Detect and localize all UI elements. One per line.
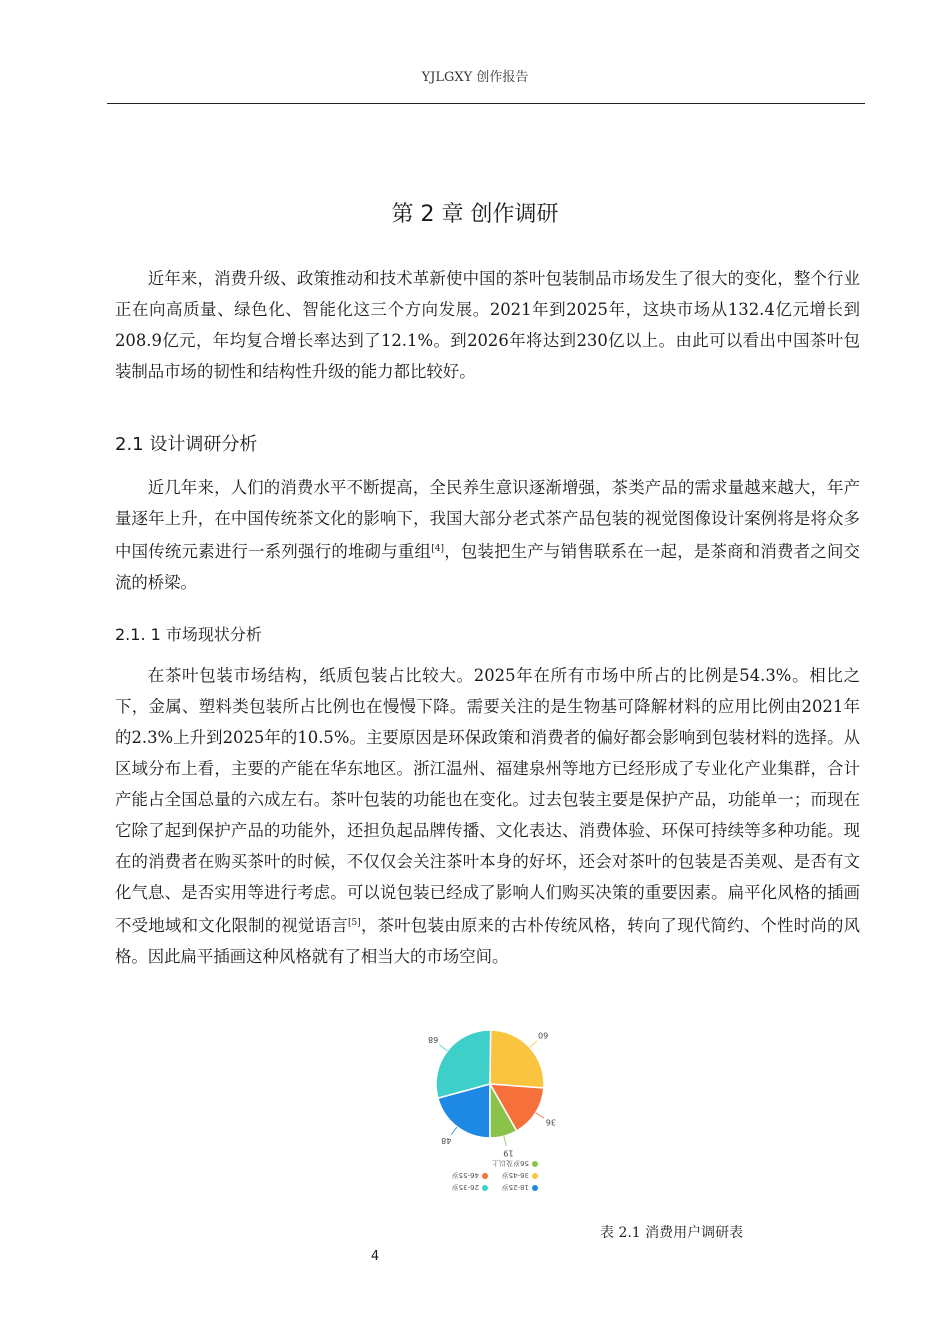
pie-value-label: 68	[428, 1034, 439, 1044]
section-2-1-text: 近几年来，人们的消费水平不断提高，全民养生意识逐渐增强，茶类产品的需求量越来越大，年产量逐年上升，在中国传统茶文化的影响下，我国大部分老式茶产品包装的视觉图像设计案例将是将众多中国传统元素进行一系列强行的堆砌与重组	[115, 478, 860, 561]
legend-swatch	[482, 1173, 488, 1179]
market-analysis-text: 在茶叶包装市场结构，纸质包装占比较大。2025年在所有市场中所占的比例是54.3%。相比之下，金属、塑料类包装所占比例也在慢慢下降。需要关注的是生物基可降解材料的应用比例由2021年的2.3%上升到2025年的10.5%。主要原因是环保政策和消费者的偏好都会影响到包装材料的选择。从区域分布上看，主要的产能在华东地区。浙江温州、福建泉州等地方已经形成了专业化产业集群，合计产能占全国总量的六成左右。茶叶包装的功能也在变化。过去包装主要是保护产品，功能单一；而现在它除了起到保护产品的功能外，还担负起品牌传播、文化表达、消费体验、环保可持续等多种功能。现在的消费者在购买茶叶的时候，不仅仅会关注茶叶本身的好坏，还会对茶叶的包装是否美观、是否有文化气息、是否实用等进行考虑。可以说包装已经成了影响人们购买决策的重要因素。扁平化风格的插画不受地域和文化限制的视觉语言	[115, 666, 860, 935]
section-heading-2-1-1: 2.1. 1 市场现状分析	[115, 625, 262, 644]
pie-leader-line	[504, 1136, 507, 1146]
legend-swatch	[482, 1185, 488, 1191]
pie-value-label: 36	[545, 1117, 556, 1127]
legend-label: 46-55岁	[451, 1171, 479, 1179]
pie-leader-line	[536, 1113, 544, 1118]
page-number: 4	[370, 1249, 380, 1264]
legend-swatch	[532, 1161, 538, 1167]
header-divider	[107, 103, 865, 104]
intro-paragraph: 近年来，消费升级、政策推动和技术革新使中国的茶叶包装制品市场发生了很大的变化，整个行业正在向高质量、绿色化、智能化这三个方向发展。2021年到2025年，这块市场从132.4亿元增长到208.9亿元，年均复合增长率达到了12.1%。到2026年将达到230亿以上。由此可以看出中国茶叶包装制品市场的韧性和结构性升级的能力都比较好。	[115, 269, 860, 381]
market-analysis-paragraph	[115, 660, 860, 972]
figure-caption: 表 2.1 消费用户调研表	[600, 1225, 744, 1241]
pie-slice	[490, 1030, 544, 1088]
legend-swatch	[532, 1185, 538, 1191]
pie-leader-line	[451, 1127, 457, 1135]
section-2-1-paragraph	[115, 472, 860, 598]
pie-chart-svg	[420, 1015, 560, 1200]
pie-group	[428, 1030, 556, 1192]
section-heading-2-1: 2.1 设计调研分析	[115, 434, 258, 455]
pie-value-label: 48	[441, 1136, 452, 1146]
section-2-1-text-tail: ，包装把生产与销售联系在一起，是茶商和消费者之间交流的桥梁。	[115, 542, 861, 592]
pie-value-label: 60	[538, 1030, 549, 1040]
pie-leader-line	[439, 1045, 447, 1051]
pie-leader-line	[530, 1041, 537, 1048]
citation-ref: [4]	[431, 544, 444, 554]
legend-label: 56岁及以上	[492, 1159, 529, 1167]
pie-value-label: 19	[503, 1148, 514, 1158]
market-analysis-text-tail: ，茶叶包装由原来的古朴传统风格，转向了现代简约、个性时尚的风格。因此扁平插画这种风格就有了相当大的市场空间。	[115, 916, 861, 966]
legend-label: 36-45岁	[501, 1171, 529, 1179]
running-header: YJLGXY 创作报告	[421, 70, 529, 85]
citation-ref: [5]	[348, 918, 361, 928]
legend-swatch	[532, 1173, 538, 1179]
legend-label: 26-35岁	[451, 1183, 479, 1191]
chapter-title: 第 2 章 创作调研	[391, 202, 559, 227]
legend-label: 18-25岁	[501, 1183, 529, 1191]
consumer-age-pie-chart	[420, 1015, 560, 1200]
